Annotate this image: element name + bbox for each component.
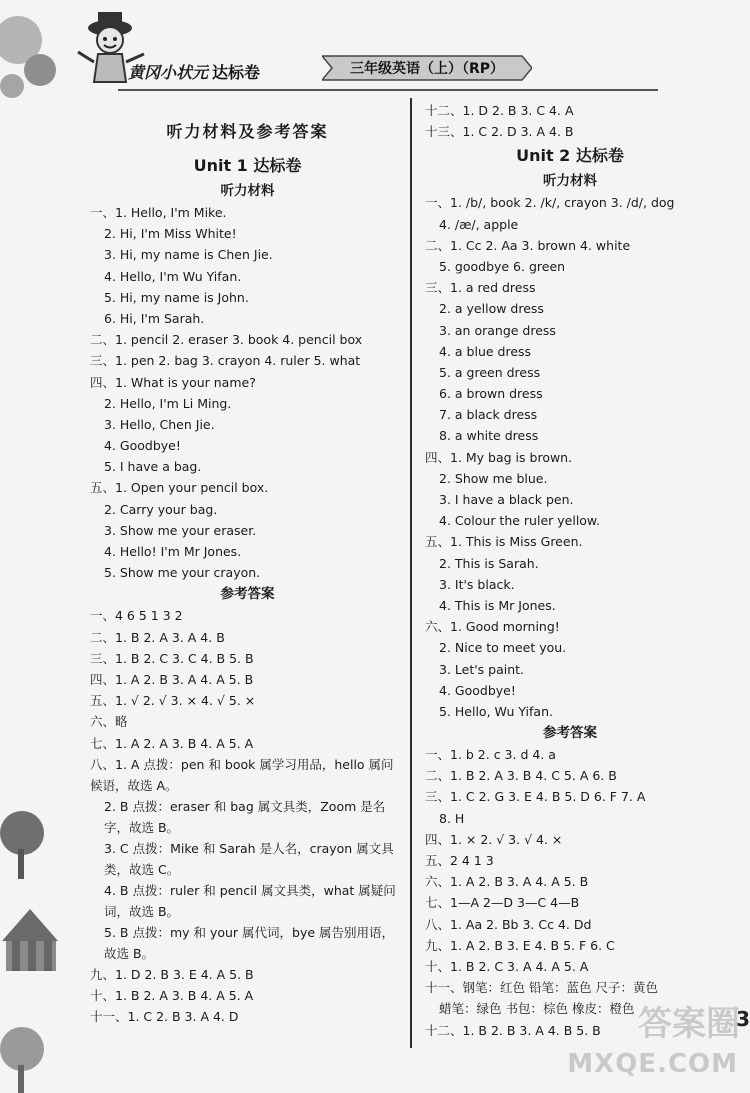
unit2-listening-title: 听力材料 [543, 173, 597, 190]
list-item: 4. /æ/, apple [439, 216, 519, 232]
list-item: 五、1. √ 2. √ 3. × 4. √ 5. × [90, 693, 256, 709]
list-item: 2. This is Sarah. [439, 555, 539, 571]
left-column [90, 100, 405, 1027]
list-item: 一、1. /b/, book 2. /k/, crayon 3. /d/, dog [425, 195, 675, 211]
list-item: 2. Nice to meet you. [439, 640, 567, 656]
list-item: 八、1. A 点拨：pen 和 book 属学习用品，hello 属问候语，故选 A。 [90, 756, 394, 793]
list-item: 8. a white dress [439, 428, 539, 444]
list-item: 6. a brown dress [439, 386, 543, 402]
brand-suffix: 达标卷 [212, 63, 261, 82]
list-item: 3. an orange dress [439, 322, 556, 338]
list-item: 3. Hi, my name is Chen Jie. [104, 247, 273, 263]
list-item: 四、1. A 2. B 3. A 4. A 5. B [90, 671, 254, 687]
list-item: 5. I have a bag. [104, 459, 202, 475]
list-item: 七、1. A 2. A 3. B 4. A 5. A [90, 735, 254, 751]
watermark-cn: 答案圈 [638, 1004, 740, 1044]
list-item: 十、1. B 2. A 3. B 4. A 5. A [90, 987, 254, 1003]
list-item: 六、1. Good morning! [425, 619, 560, 635]
unit2-answers-title: 参考答案 [543, 725, 597, 742]
list-item: 2. Carry your bag. [104, 501, 218, 517]
list-item: 4. This is Mr Jones. [439, 597, 556, 613]
list-item: 3. Show me your eraser. [104, 522, 257, 538]
list-item: 三、1. a red dress [425, 280, 536, 296]
list-item: 八、1. Aa 2. Bb 3. Cc 4. Dd [425, 916, 592, 932]
unit1-listening-title: 听力材料 [220, 183, 275, 199]
list-item: 三、1. B 2. C 3. C 4. B 5. B [90, 650, 254, 666]
list-item: 4. Colour the ruler yellow. [439, 513, 600, 529]
bush-decoration [0, 1015, 50, 1093]
list-item: 5. a green dress [439, 364, 541, 380]
list-item: 2. Hi, I'm Miss White! [104, 226, 237, 242]
page-number: 3 [736, 1007, 750, 1031]
page-header [0, 0, 750, 100]
list-item: 一、1. Hello, I'm Mike. [90, 205, 227, 220]
list-item: 五、1. Open your pencil box. [90, 480, 269, 496]
list-item: 二、1. B 2. A 3. B 4. C 5. A 6. B [425, 768, 617, 784]
balloon-decoration [0, 0, 60, 110]
page-title: 听力材料及参考答案 [166, 122, 329, 141]
list-item: 5. B 点拨：my 和 your 属代词，bye 属告别用语，故选 B。 [104, 924, 395, 961]
list-item: 8. H [439, 810, 465, 826]
list-item: 十、1. B 2. C 3. A 4. A 5. A [425, 958, 589, 974]
list-item: 七、1—A 2—D 3—C 4—B [425, 895, 580, 911]
unit1-title: Unit 1 达标卷 [193, 156, 302, 175]
list-item: 5. Hello, Wu Yifan. [439, 703, 553, 719]
watermark-en: MXQE.COM [567, 1049, 738, 1079]
unit1-answers-title: 参考答案 [220, 586, 275, 603]
list-item: 四、1. × 2. √ 3. √ 4. × [425, 831, 563, 847]
unit1-answers-list [90, 605, 405, 1027]
list-item: 2. Show me blue. [439, 470, 548, 486]
list-item: 2. a yellow dress [439, 301, 544, 317]
list-item: 4. Hello! I'm Mr Jones. [104, 544, 242, 559]
column-divider [410, 98, 412, 1048]
brand-name: 黄冈小状元 [128, 63, 209, 82]
header-rule [118, 89, 658, 91]
list-item: 5. Show me your crayon. [104, 565, 261, 581]
list-item: 五、2 4 1 3 [425, 853, 494, 868]
list-item: 3. I have a black pen. [439, 492, 574, 507]
list-item: 4. B 点拨：ruler 和 pencil 属文具类，what 属疑问词，故选 B。 [104, 882, 396, 919]
list-item: 一、1. b 2. c 3. d 4. a [425, 747, 556, 763]
brand-title [128, 60, 260, 83]
list-item: 5. Hi, my name is John. [104, 289, 249, 305]
list-item: 一、4 6 5 1 3 2 [90, 608, 183, 624]
list-item: 二、1. Cc 2. Aa 3. brown 4. white [425, 237, 631, 253]
list-item: 2. B 点拨：eraser 和 bag 属文具类，Zoom 是名字，故选 B。 [104, 798, 386, 835]
list-item: 五、1. This is Miss Green. [425, 534, 583, 550]
list-item: 六、略 [90, 714, 128, 730]
list-item: 十一、1. C 2. B 3. A 4. D [90, 1009, 239, 1025]
list-item: 四、1. My bag is brown. [425, 449, 573, 465]
list-item: 4. a blue dress [439, 343, 532, 359]
list-item: 3. It's black. [439, 576, 515, 592]
list-item: 4. Goodbye! [104, 438, 181, 454]
unit2-listening-list [425, 192, 715, 722]
list-item: 四、1. What is your name? [90, 374, 256, 390]
list-item: 十三、1. C 2. D 3. A 4. B [425, 124, 574, 140]
list-item: 4. Goodbye! [439, 682, 516, 698]
list-item: 三、1. C 2. G 3. E 4. B 5. D 6. F 7. A [425, 789, 646, 805]
list-item: 二、1. pencil 2. eraser 3. book 4. pencil box [90, 332, 363, 348]
unit1-listening-list [90, 202, 405, 583]
right-column [425, 100, 715, 1041]
list-item: 2. Hello, I'm Li Ming. [104, 395, 232, 411]
tent-decoration [0, 905, 62, 975]
list-item: 二、1. B 2. A 3. A 4. B [90, 629, 225, 645]
list-item: 蜡笔：绿色 书包：棕色 橡皮：橙色 [439, 1001, 635, 1017]
list-item: 六、1. A 2. B 3. A 4. A 5. B [425, 874, 589, 890]
list-item: 九、1. D 2. B 3. E 4. A 5. B [90, 966, 254, 982]
list-item: 3. Let's paint. [439, 661, 525, 677]
unit2-title: Unit 2 达标卷 [516, 146, 624, 166]
list-item: 十二、1. D 2. B 3. C 4. A [425, 103, 574, 118]
list-item: 7. a black dress [439, 407, 538, 423]
list-item: 十二、1. B 2. B 3. A 4. B 5. B [425, 1022, 601, 1038]
list-item: 3. C 点拨：Mike 和 Sarah 是人名，crayon 属文具类，故选 C。 [104, 840, 394, 877]
list-item: 十一、钢笔：红色 铅笔：蓝色 尺子：黄色 [425, 980, 658, 996]
tree-decoration [0, 805, 50, 885]
list-item: 三、1. pen 2. bag 3. crayon 4. ruler 5. what [90, 353, 361, 369]
list-item: 3. Hello, Chen Jie. [104, 416, 215, 432]
list-item: 5. goodbye 6. green [439, 258, 566, 274]
list-item: 4. Hello, I'm Wu Yifan. [104, 268, 242, 284]
list-item: 九、1. A 2. B 3. E 4. B 5. F 6. C [425, 937, 615, 953]
banner-text: 三年级英语（上）（RP） [349, 61, 505, 77]
list-item: 6. Hi, I'm Sarah. [104, 310, 205, 326]
